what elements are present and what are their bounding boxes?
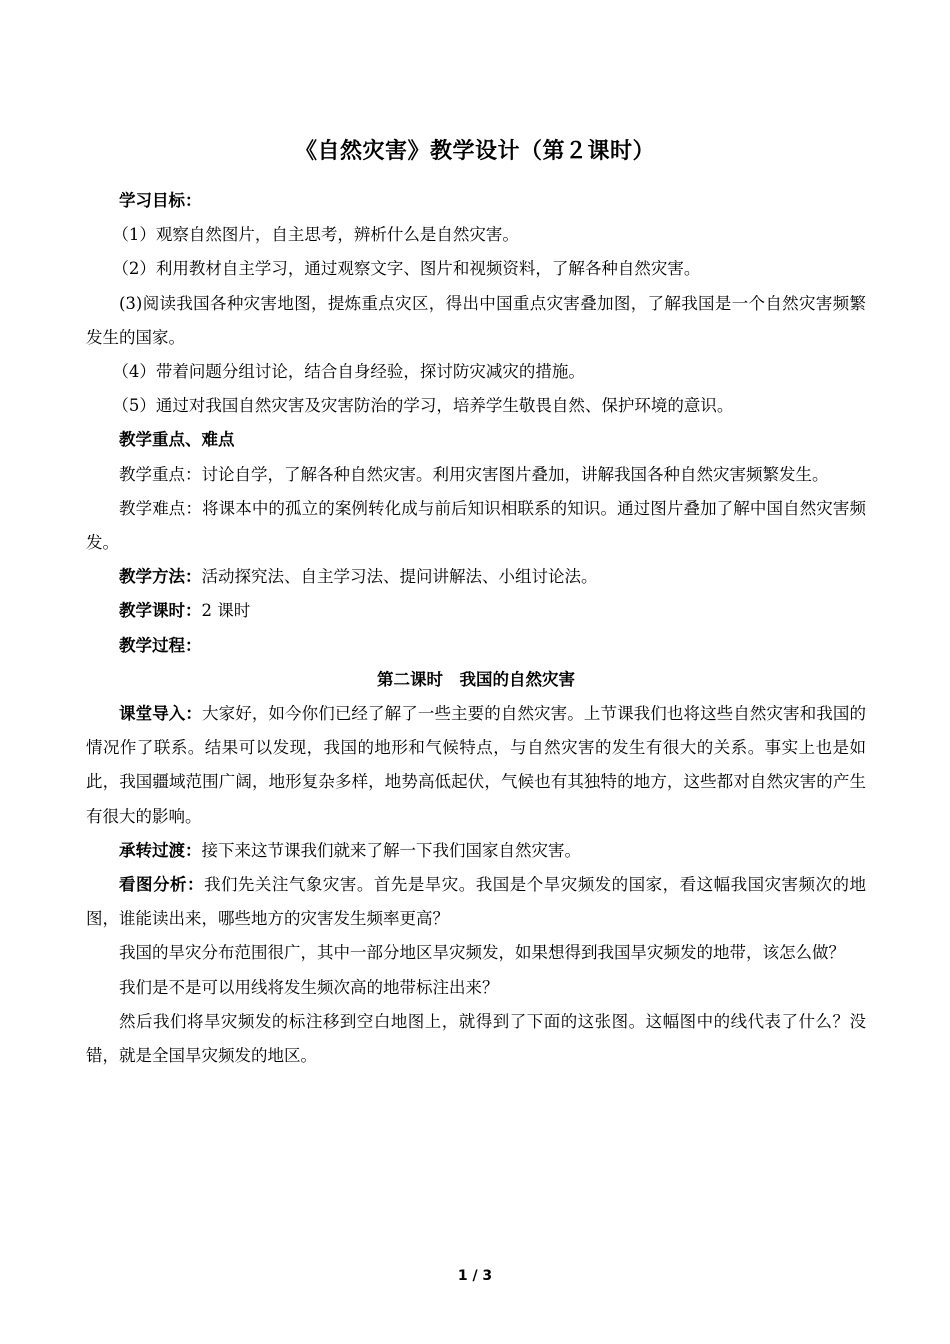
document-body: [86, 184, 866, 1073]
objective-3: (3)阅读我国各种灾害地图，提炼重点灾区，得出中国重点灾害叠加图，了解我国是一个自然灾害频繁发生的国家。: [86, 293, 866, 347]
transition-text: 接下来这节课我们就来了解一下我们国家自然灾害。: [201, 840, 581, 860]
analysis-label: 看图分析：: [119, 875, 204, 895]
drought-paragraph: 我国的旱灾分布范围很广，其中一部分地区旱灾频发，如果想得到我国旱灾频发的地带，该怎么做？: [119, 943, 845, 963]
hours-text: 2 课时: [201, 601, 251, 621]
objectives-heading: 学习目标：: [119, 191, 202, 210]
document-title: 《自然灾害》教学设计（第２课时）: [294, 139, 655, 164]
transition-paragraph: [86, 834, 866, 868]
line-paragraph: 我们是不是可以用线将发生频次高的地带标注出来？: [119, 977, 499, 997]
method-text: 活动探究法、自主学习法、提问讲解法、小组讨论法。: [201, 567, 598, 587]
objective-1: （1）观察自然图片，自主思考，辨析什么是自然灾害。: [112, 225, 519, 245]
key-heading: 教学重点、难点: [119, 430, 235, 450]
analysis-paragraph: [86, 868, 866, 936]
method-label: 教学方法：: [119, 567, 202, 587]
page-number: 1 / 3: [457, 1268, 493, 1284]
key-point-paragraph: 教学重点：讨论自学，了解各种自然灾害。利用灾害图片叠加，讲解我国各种自然灾害频繁发生。: [119, 464, 829, 484]
method-paragraph: [86, 560, 866, 594]
process-heading: 教学过程：: [119, 635, 202, 655]
transition-label: 承转过渡：: [119, 840, 202, 860]
map-paragraph: 然后我们将旱灾频发的标注移到空白地图上，就得到了下面的这张图。这幅图中的线代表了什么？没错，就是全国旱灾频发的地区。: [86, 1011, 866, 1066]
hours-paragraph: [86, 594, 866, 628]
intro-label: 课堂导入：: [119, 704, 203, 724]
section-title: 第二课时 我国的自然灾害: [377, 669, 575, 689]
intro-text: 大家好，如今你们已经了解了一些主要的自然灾害。上节课我们也将这些自然灾害和我国的情况作了联系。结果可以发现，我国的地形和气候特点，与自然灾害的发生有很大的关系。事实上也是如此，我国疆域范围广阔，地形复杂多样，地势高低起伏，气候也有其独特的地方，这些都对自然灾害的产生有很大的影响。: [86, 704, 867, 826]
difficulty-paragraph: 教学难点：将课本中的孤立的案例转化成与前后知识相联系的知识。通过图片叠加了解中国自然灾害频发。: [86, 498, 866, 553]
objective-5: （5）通过对我国自然灾害及灾害防治的学习，培养学生敬畏自然、保护环境的意识。: [112, 396, 734, 416]
hours-label: 教学课时：: [119, 601, 202, 621]
intro-paragraph: [86, 697, 866, 834]
objective-4: （4）带着问题分组讨论，结合自身经验，探讨防灾减灾的措施。: [112, 362, 585, 382]
analysis-text: 我们先关注气象灾害。首先是旱灾。我国是个旱灾频发的国家，看这幅我国灾害频次的地图，谁能读出来，哪些地方的灾害发生频率更高？: [86, 875, 867, 929]
objective-2: （2）利用教材自主学习，通过观察文字、图片和视频资料，了解各种自然灾害。: [112, 259, 701, 279]
